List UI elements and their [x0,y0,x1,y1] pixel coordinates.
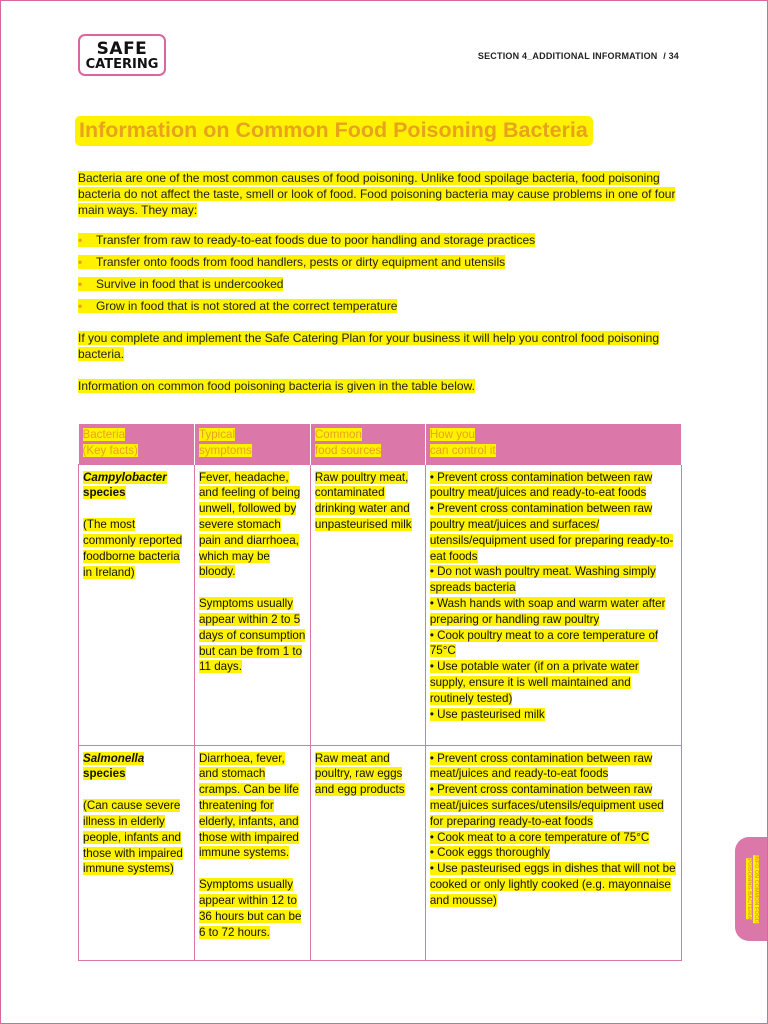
header-control: How you can control it [425,424,681,464]
bacteria-cell [79,745,195,960]
bacteria-facts: (Can cause severe illness in elderly people, infants and those with impaired immune systems) [83,799,183,876]
list-item: • Cook eggs thoroughly [429,846,550,860]
table-row [79,745,682,960]
list-item: • Use pasteurised milk [429,707,545,721]
control-list [430,470,677,723]
list-item: • Use pasteurised eggs in dishes that will not be cooked or only lightly cooked (e.g. mayonnaise and mousse) [429,862,676,907]
list-item: • Cook poultry meat to a core temperature of 75°C [429,628,659,658]
bacteria-facts: (The most commonly reported foodborne bacteria in Ireland) [83,518,183,579]
intro-paragraph [78,170,678,218]
table-intro-text: Information on common food poisoning bacteria is given in the table below. [78,379,475,393]
list-item-text: Transfer onto foods from food handlers, pests or dirty equipment and utensils [96,255,506,269]
intro-text: Bacteria are one of the most common causes of food poisoning. Unlike food spoilage bacteria, food poisoning bacteria do not affect the taste, smell or look of food. Food poisoning bacteria may cause problems in one of four main ways. They may: [78,171,676,217]
bullet-dot-icon: • [78,255,83,269]
symptoms-text: Fever, headache, and feeling of being unwell, followed by severe stomach pain and diarrhoea, which may be bloody. [198,470,301,579]
section-label: SECTION 4_ADDITIONAL INFORMATION [477,51,658,61]
list-item-text: Grow in food that is not stored at the correct temperature [96,299,398,313]
list-item [78,232,678,254]
section-side-tab [735,837,768,941]
safe-catering-logo [78,34,166,76]
bacteria-name: Salmonella [83,751,145,765]
sources-text: Raw meat and poultry, raw eggs and egg products [314,751,405,797]
list-item: • Wash hands with soap and warm water after preparing or handling raw poultry [429,596,666,626]
sources-text: Raw poultry meat, contaminated drinking water and unpasteurised milk [314,470,412,531]
list-item: • Use potable water (if on a private water supply, ensure it is well maintained and routinely tested) [429,660,639,705]
symptoms-cell [194,745,310,960]
control-cell [425,464,681,745]
table-row [79,464,682,745]
page-number: / 34 [663,51,679,61]
bacteria-name: Campylobacter [83,470,167,484]
bullet-dot-icon: • [78,233,83,247]
bacteria-species: species [83,767,126,781]
list-item [78,276,678,298]
list-item: • Prevent cross contamination between raw meat/juices surfaces/utensils/equipment used for preparing ready-to-eat foods [429,783,664,828]
symptoms-cell [194,464,310,745]
bullet-dot-icon: • [78,299,83,313]
table-intro-paragraph [78,378,678,394]
bullet-dot-icon: • [78,277,83,291]
header-food-sources: Common food sources [310,424,425,464]
control-list [430,751,677,909]
list-item: • Cook meat to a core temperature of 75°C [429,830,650,844]
list-item-text: Survive in food that is undercooked [96,277,284,291]
list-item: • Prevent cross contamination between raw poultry meat/juices and ready-to-eat foods [429,470,653,500]
list-item: • Prevent cross contamination between raw poultry meat/juices and surfaces/ utensils/equipment used for preparing ready-to-eat foods [429,502,674,563]
control-cell [425,745,681,960]
header-symptoms: Typical symptoms [194,424,310,464]
list-item-text: Transfer from raw to ready-to-eat foods due to poor handling and storage practices [96,233,536,247]
section-header [478,51,679,61]
symptoms-onset: Symptoms usually appear within 12 to 36 hours but can be 6 to 72 hours. [198,878,302,939]
sources-cell [310,464,425,745]
plan-text: If you complete and implement the Safe Catering Plan for your business it will help you control food poisoning bacteria. [78,331,659,361]
list-item: • Do not wash poultry meat. Washing simply spreads bacteria [429,565,656,595]
symptoms-onset: Symptoms usually appear within 2 to 5 days of consumption but can be from 1 to 11 days. [198,597,306,674]
bacteria-table [78,424,682,961]
symptoms-text: Diarrhoea, fever, and stomach cramps. Can be life threatening for elderly, infants, and those with impaired immune systems. [198,751,299,860]
header-bacteria: Bacteria (Key facts) [79,424,195,464]
list-item [78,254,678,276]
sources-cell [310,745,425,960]
table-header-row [79,424,682,464]
side-tab-label: INFO ON COMMON FOOD POISONING BACTERIA [746,855,759,923]
logo-line1: SAFE [96,39,148,59]
bacteria-cell [79,464,195,745]
logo-line2: CATERING [85,57,159,72]
list-item [78,298,678,320]
list-item: • Prevent cross contamination between raw meat/juices and ready-to-eat foods [429,751,653,781]
page-title: Information on Common Food Poisoning Bacteria [75,116,593,146]
bacteria-species: species [83,486,126,500]
plan-paragraph [78,330,678,362]
ways-list [78,232,678,320]
